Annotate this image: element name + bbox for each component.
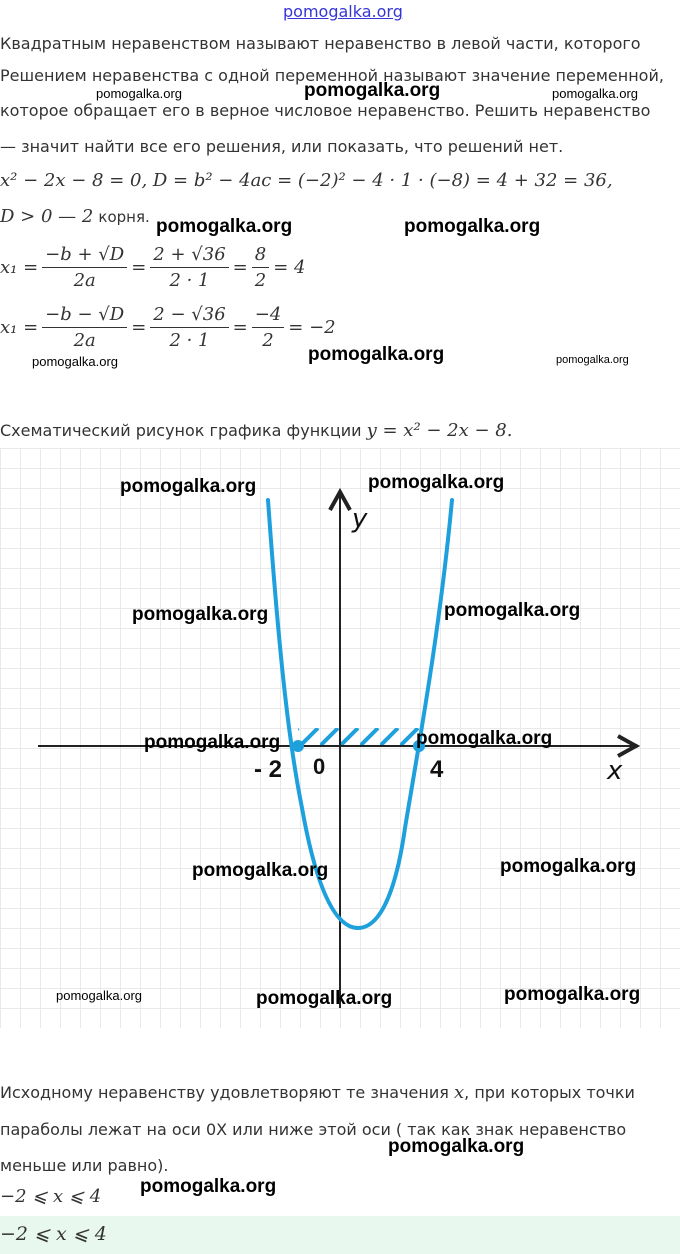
x1-frac-1 — [42, 244, 127, 291]
x2-den-2: 2 · 1 — [169, 330, 210, 351]
intro-line-3: которое обращает его в верное числовое неравенство. Решить неравенство — [0, 101, 651, 120]
x2-num-3: −4 — [252, 304, 285, 328]
conclusion-line-1 — [0, 1082, 635, 1103]
y-axis-label: y — [352, 504, 368, 534]
x1-num-3: 8 — [252, 244, 269, 268]
watermark: pomogalka.org — [500, 856, 637, 877]
hatched-region — [298, 728, 419, 746]
conclusion-variable: x — [453, 1082, 465, 1103]
watermark: pomogalka.org — [504, 984, 641, 1005]
x2-frac-3 — [252, 304, 285, 351]
watermark: pomogalka.org — [156, 216, 293, 237]
watermark: pomogalka.org — [256, 988, 393, 1009]
tick-label-minus-2: - 2 — [254, 756, 283, 783]
roots-math: D > 0 — 2 — [0, 206, 94, 227]
watermark: pomogalka.org — [556, 354, 629, 366]
root-x2-formula: x₁ = $\frac{-b - √D}{2a}$ = $\frac{2 - √36}{2 \cdot 1}$ = $\frac{-4}{2}$ = −2 — [0, 304, 336, 351]
x1-num-1: −b + √D — [42, 244, 127, 268]
graph-caption-text: Схематический рисунок графика функции — [0, 421, 362, 440]
tick-label-4: 4 — [430, 756, 444, 783]
x2-frac-2 — [150, 304, 228, 351]
x2-num-2: 2 − √36 — [150, 304, 228, 328]
watermark: pomogalka.org — [388, 1136, 525, 1157]
watermark: pomogalka.org — [96, 86, 182, 101]
x1-label: x₁ = — [0, 257, 39, 278]
watermark: pomogalka.org — [552, 86, 638, 101]
answer-inequality: −2 ⩽ x ⩽ 4 — [0, 1223, 107, 1245]
x2-den-1: 2a — [73, 330, 96, 351]
x2-label: x₁ = — [0, 317, 39, 338]
watermark: pomogalka.org — [404, 216, 541, 237]
watermark: pomogalka.org — [416, 728, 553, 749]
watermark: pomogalka.org — [140, 1176, 277, 1197]
x1-result: = 4 — [273, 257, 306, 278]
x2-den-3: 2 — [262, 330, 274, 351]
watermark: pomogalka.org — [120, 476, 257, 497]
equation-discriminant: x² − 2x − 8 = 0, D = b² − 4ac = (−2)² − 4 · 1 · (−8) = 4 + 32 = 36, — [0, 170, 613, 191]
conclusion-text-a: Исходному неравенству удовлетворяют те значения — [0, 1083, 449, 1102]
watermark: pomogalka.org — [444, 600, 581, 621]
x2-num-1: −b − √D — [42, 304, 127, 328]
x1-frac-3 — [252, 244, 269, 291]
watermark: pomogalka.org — [144, 732, 281, 753]
root-x1-formula: x₁ = $\frac{-b + √D}{2a}$ = $\frac{2 + √36}{2 \cdot 1}$ = $\frac{8}{2}$ = 4 — [0, 244, 306, 291]
watermark: pomogalka.org — [304, 80, 441, 101]
conclusion-line-3: меньше или равно). — [0, 1156, 169, 1175]
roots-word: корня. — [98, 208, 150, 226]
site-link[interactable]: pomogalka.org — [283, 2, 403, 21]
graph-grid — [0, 448, 680, 1028]
watermark: pomogalka.org — [308, 344, 445, 365]
x1-den-2: 2 · 1 — [169, 270, 210, 291]
root-point-minus-2 — [292, 740, 304, 752]
result-inequality: −2 ⩽ x ⩽ 4 — [0, 1186, 102, 1207]
watermark: pomogalka.org — [368, 472, 505, 493]
answer-box — [0, 1216, 680, 1254]
x1-den-1: 2a — [73, 270, 96, 291]
watermark: pomogalka.org — [32, 354, 118, 369]
x2-frac-1 — [42, 304, 127, 351]
parabola-graph — [0, 448, 680, 1028]
watermark: pomogalka.org — [132, 604, 269, 625]
intro-line-1: Квадратным неравенством называют неравенство в левой части, которого — [0, 34, 641, 53]
conclusion-line-2: параболы лежат на оси 0X или ниже этой оси ( так как знак неравенство — [0, 1120, 627, 1139]
x1-num-2: 2 + √36 — [150, 244, 228, 268]
x1-frac-2 — [150, 244, 228, 291]
watermark: pomogalka.org — [56, 988, 142, 1003]
watermark: pomogalka.org — [192, 860, 329, 881]
intro-line-4: — значит найти все его решения, или показать, что решений нет. — [0, 137, 564, 156]
conclusion-text-b: , при которых точки — [464, 1083, 635, 1102]
x2-result: = −2 — [288, 317, 336, 338]
x-axis-label: x — [607, 756, 623, 786]
graph-caption-math: y = x² − 2x − 8. — [366, 420, 513, 441]
roots-count — [0, 206, 150, 227]
graph-caption — [0, 420, 512, 441]
x1-den-3: 2 — [254, 270, 267, 291]
intro-line-2: Решением неравенства с одной переменной называют значение переменной, — [0, 66, 664, 85]
origin-label: 0 — [313, 754, 326, 779]
